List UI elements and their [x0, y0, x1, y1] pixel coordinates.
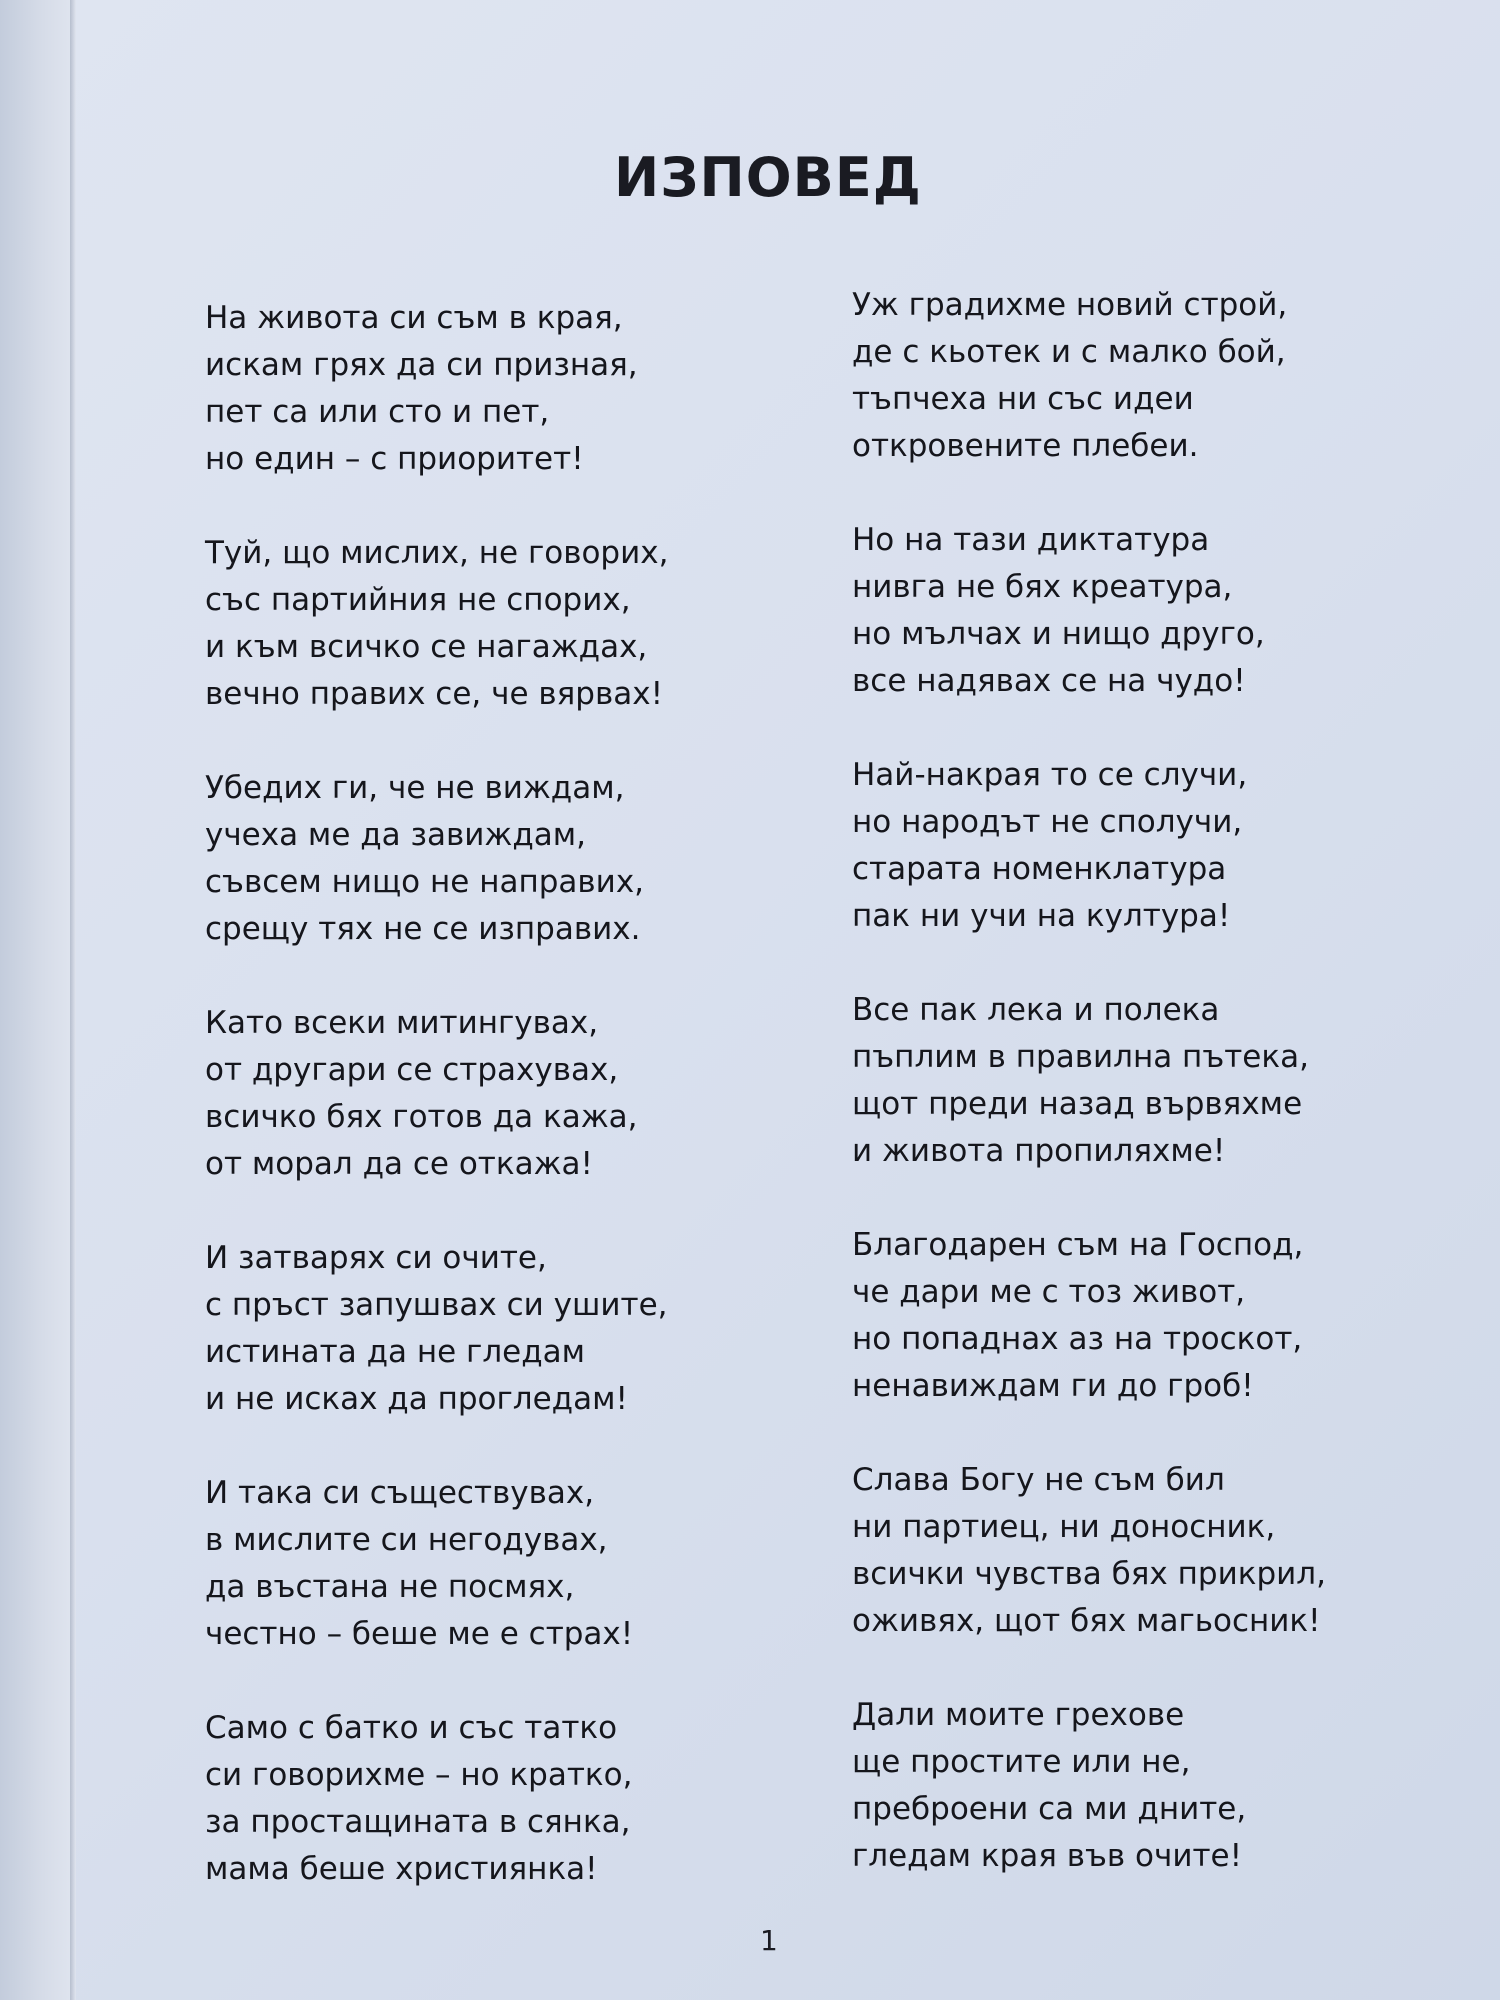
- stanza: [205, 1470, 668, 1658]
- poem-line: нивга не бях креатура,: [852, 569, 1233, 605]
- poem-line: честно – беше ме е страх!: [205, 1616, 634, 1652]
- stanza: [205, 1000, 668, 1188]
- page-number: 1: [760, 1924, 778, 1957]
- stanza: [852, 1457, 1326, 1645]
- poem-line: от морал да се откажа!: [205, 1146, 593, 1182]
- book-binding: [0, 0, 78, 2000]
- poem-line: гледам края във очите!: [852, 1838, 1243, 1874]
- stanza: [852, 282, 1326, 470]
- poem-line: от другари се страхувах,: [205, 1052, 619, 1088]
- poem-line: Дали моите грехове: [852, 1697, 1185, 1733]
- poem-line: ще простите или не,: [852, 1744, 1191, 1780]
- poem-line: искам грях да си призная,: [205, 347, 638, 383]
- stanza: [852, 752, 1326, 940]
- poem-line: Като всеки митингувах,: [205, 1005, 599, 1041]
- poem-line: пъплим в правилна пътека,: [852, 1039, 1309, 1075]
- stanza: [852, 1222, 1326, 1410]
- poem-line: И затварях си очите,: [205, 1240, 547, 1276]
- stanza: [852, 1692, 1326, 1880]
- poem-line: пет са или сто и пет,: [205, 394, 550, 430]
- stanza: [205, 530, 668, 718]
- poem-line: Все пак лека и полека: [852, 992, 1220, 1028]
- poem-line: Уж градихме новий строй,: [852, 287, 1288, 323]
- poem-line: си говорихме – но кратко,: [205, 1757, 633, 1793]
- poem-line: старата номенклатура: [852, 851, 1227, 887]
- poem-line: вечно правих се, че вярвах!: [205, 676, 664, 712]
- poem-line: Само с батко и със татко: [205, 1710, 618, 1746]
- poem-line: де с кьотек и с малко бой,: [852, 334, 1286, 370]
- stanza: [205, 1705, 668, 1893]
- poem-line: че дари ме с тоз живот,: [852, 1274, 1246, 1310]
- poem-line: тъпчеха ни със идеи: [852, 381, 1194, 417]
- stanza: [852, 517, 1326, 705]
- poem-line: всички чувства бях прикрил,: [852, 1556, 1326, 1592]
- poem-line: все надявах се на чудо!: [852, 663, 1246, 699]
- poem-line: На живота си съм в края,: [205, 300, 623, 336]
- poem-line: но народът не сполучи,: [852, 804, 1243, 840]
- stanza: [205, 765, 668, 953]
- poem-line: но мълчах и нищо друго,: [852, 616, 1265, 652]
- poem-line: съвсем нищо не направих,: [205, 864, 645, 900]
- poem-line: но попаднах аз на троскот,: [852, 1321, 1303, 1357]
- poem-line: за простащината в сянка,: [205, 1804, 631, 1840]
- poem-line: щот преди назад вървяхме: [852, 1086, 1303, 1122]
- poem-line: ни партиец, ни доносник,: [852, 1509, 1276, 1545]
- stanza: [205, 295, 668, 483]
- poem-line: пак ни учи на култура!: [852, 898, 1231, 934]
- poem-line: откровените плебеи.: [852, 428, 1199, 464]
- poem-line: да въстана не посмях,: [205, 1569, 575, 1605]
- right-column: [852, 282, 1326, 1880]
- poem-line: със партийния не спорих,: [205, 582, 631, 618]
- poem-line: учеха ме да завиждам,: [205, 817, 587, 853]
- poem-line: ненавиждам ги до гроб!: [852, 1368, 1254, 1404]
- poem-line: всичко бях готов да кажа,: [205, 1099, 638, 1135]
- poem-line: и живота пропиляхме!: [852, 1133, 1226, 1169]
- poem-line: с пръст запушвах си ушите,: [205, 1287, 668, 1323]
- left-column: [205, 295, 668, 1893]
- poem-line: Убедих ги, че не виждам,: [205, 770, 625, 806]
- poem-line: Но на тази диктатура: [852, 522, 1210, 558]
- poem-line: срещу тях не се изправих.: [205, 911, 641, 947]
- poem-line: но един – с приоритет!: [205, 441, 584, 477]
- poem-line: Слава Богу не съм бил: [852, 1462, 1225, 1498]
- stanza: [205, 1235, 668, 1423]
- poem-title: ИЗПОВЕД: [614, 146, 922, 209]
- poem-line: преброени са ми дните,: [852, 1791, 1247, 1827]
- poem-line: в мислите си негодувах,: [205, 1522, 608, 1558]
- stanza: [852, 987, 1326, 1175]
- poem-line: и не исках да прогледам!: [205, 1381, 628, 1417]
- poem-line: Туй, що мислих, не говорих,: [205, 535, 669, 571]
- poem-line: Най-накрая то се случи,: [852, 757, 1248, 793]
- poem-line: и към всичко се нагаждах,: [205, 629, 648, 665]
- poem-line: мама беше християнка!: [205, 1851, 598, 1887]
- poem-line: И така си съществувах,: [205, 1475, 595, 1511]
- poem-line: Благодарен съм на Господ,: [852, 1227, 1304, 1263]
- poem-line: оживях, щот бях магьосник!: [852, 1603, 1321, 1639]
- poem-line: истината да не гледам: [205, 1334, 586, 1370]
